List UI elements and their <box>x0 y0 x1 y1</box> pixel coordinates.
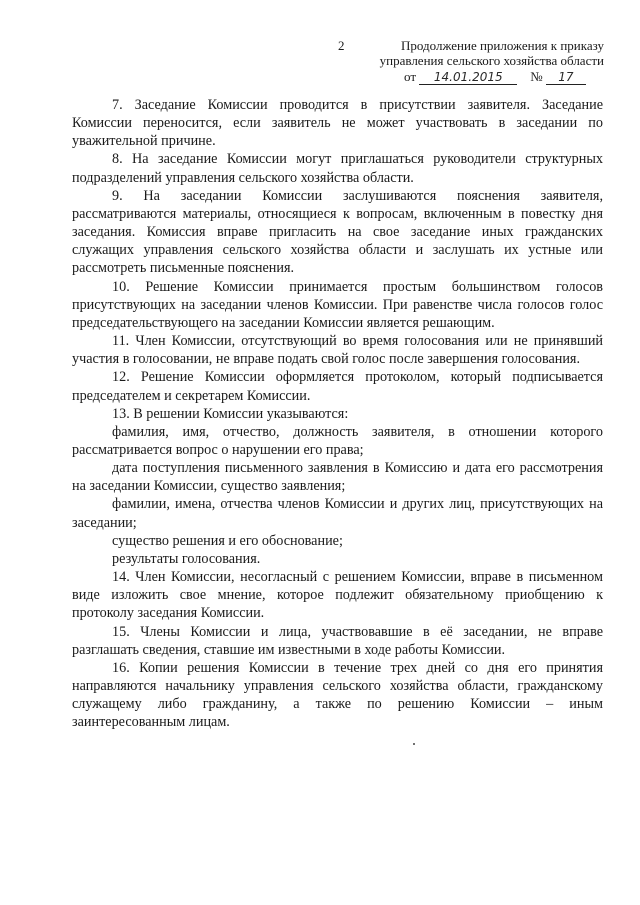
list-item-applicant: фамилия, имя, отчество, должность заявителя, в отношении которого рассматривается вопрос о нарушении его права; <box>72 423 603 458</box>
list-item-voting: результаты голосования. <box>112 550 261 567</box>
paragraph-13: 13. В решении Комиссии указываются: <box>112 405 349 422</box>
header-line-2: управления сельского хозяйства области <box>379 53 604 68</box>
paragraph-8: 8. На заседание Комиссии могут приглашаться руководители структурных подразделений управления сельского хозяйства области. <box>72 151 603 186</box>
page-number: 2 <box>338 38 345 53</box>
paragraph-10: 10. Решение Комиссии принимается простым большинством голосов присутствующих на заседании членов Комиссии. При равенстве числа голосов голос председательствующего на заседании Комиссии является решающим. <box>72 278 603 331</box>
order-date-handwritten: 14.01.2015 <box>419 71 517 85</box>
paragraph-7: 7. Заседание Комиссии проводится в присутствии заявителя. Заседание Комиссии переносится, если заявитель не может участвовать в заседании по уважительной причине. <box>72 97 603 150</box>
list-item-substance: существо решения и его обоснование; <box>112 532 343 549</box>
paragraph-14: 14. Член Комиссии, несогласный с решением Комиссии, вправе в письменном виде изложить свое мнение, которое подлежит обязательному приобщению к протоколу заседания Комиссии. <box>72 569 603 622</box>
header-line-1: Продолжение приложения к приказу <box>401 38 604 53</box>
document-header <box>372 38 604 85</box>
paragraph-15: 15. Члены Комиссии и лица, участвовавшие в её заседании, не вправе разглашать сведения, ставшие им известными в ходе работы Комиссии. <box>72 623 603 658</box>
list-item-attendees: фамилии, имена, отчества членов Комиссии и других лиц, присутствующих на заседании; <box>72 496 603 531</box>
paragraph-9: 9. На заседании Комиссии заслушиваются пояснения заявителя, рассматриваются материалы, относящиеся к вопросам, включенным в повестку дня заседания. Комиссия вправе пригласить на свое заседание иных гражданских служащих управления сельского хозяйства области и заслушать их устные или рассмотреть письменные пояснения. <box>72 187 603 277</box>
order-number-handwritten: 17 <box>546 71 586 85</box>
scan-speck <box>413 743 415 745</box>
paragraph-11: 11. Член Комиссии, отсутствующий во время голосования или не принявший участия в голосовании, не вправе подать свой голос после завершения голосования. <box>72 333 603 368</box>
paragraph-16: 16. Копии решения Комиссии в течение трех дней со дня его принятия направляются начальнику управления сельского хозяйства области, гражданскому служащему либо гражданину, а также по решению Комиссии – иным заинтересованным лицам. <box>72 659 603 731</box>
number-prefix: № <box>530 69 543 84</box>
order-date-number-line <box>372 69 604 85</box>
document-body <box>72 96 603 731</box>
list-item-date: дата поступления письменного заявления в Комиссию и дата его рассмотрения на заседании Комиссии, существо заявления; <box>72 460 603 495</box>
date-prefix: от <box>404 69 417 84</box>
paragraph-12: 12. Решение Комиссии оформляется протоколом, который подписывается председателем и секретарем Комиссии. <box>72 369 603 404</box>
